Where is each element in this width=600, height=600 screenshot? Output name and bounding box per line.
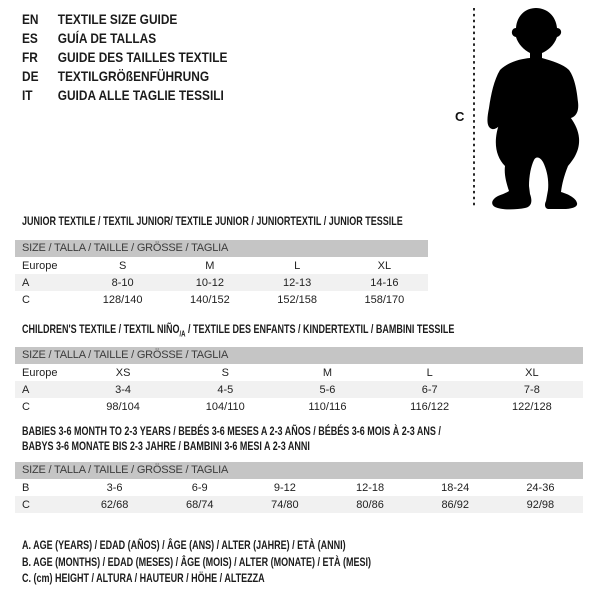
baby-silhouette bbox=[487, 8, 579, 209]
language-row bbox=[22, 10, 227, 29]
value-cell: 7-8 bbox=[523, 383, 540, 396]
table-row bbox=[15, 274, 428, 291]
value-cell: L bbox=[426, 366, 433, 379]
language-row bbox=[22, 48, 227, 67]
table-row bbox=[15, 398, 583, 415]
value-cell: M bbox=[322, 366, 333, 379]
row-label-cell: Europe bbox=[22, 259, 58, 272]
value-cell: 12-13 bbox=[283, 276, 312, 289]
value-cell: 128/140 bbox=[102, 293, 143, 306]
language-title: GUIDA ALLE TAGLIE TESSILI bbox=[57, 87, 224, 103]
language-title: TEXTILE SIZE GUIDE bbox=[57, 11, 178, 27]
value-cell: S bbox=[118, 259, 127, 272]
table-title-line bbox=[22, 439, 441, 454]
value-cell: 158/170 bbox=[364, 293, 405, 306]
language-title: GUIDE DES TAILLES TEXTILE bbox=[57, 49, 228, 65]
value-cell: 122/128 bbox=[511, 400, 552, 413]
value-cell: 24-36 bbox=[526, 481, 555, 494]
language-title-list bbox=[22, 10, 264, 105]
language-code: EN bbox=[22, 11, 39, 27]
language-code: IT bbox=[22, 87, 33, 103]
value-cell: 3-6 bbox=[106, 481, 123, 494]
value-cell: 18-24 bbox=[441, 481, 470, 494]
value-cell: 9-12 bbox=[273, 481, 296, 494]
value-cell: S bbox=[221, 366, 229, 379]
title-text: BABYS 3-6 MONATE BIS 2-3 JAHRE / BAMBINI 3-6 MESI A 2-3 ANNI bbox=[22, 439, 310, 453]
value-cell: 104/110 bbox=[205, 400, 245, 413]
value-cell: 98/104 bbox=[106, 400, 140, 413]
value-cell: 4-5 bbox=[217, 383, 234, 396]
language-row bbox=[22, 67, 227, 86]
value-cell: 116/122 bbox=[410, 400, 450, 413]
size-header-bar: SIZE / TALLA / TAILLE / GRÖSSE / TAGLIA bbox=[15, 347, 583, 364]
value-cell: 12-18 bbox=[355, 481, 385, 494]
language-code: DE bbox=[22, 68, 39, 84]
row-label-cell: A bbox=[22, 383, 30, 396]
value-cell: XS bbox=[115, 366, 131, 379]
footnote-legend bbox=[22, 537, 487, 587]
row-label-cell: C bbox=[22, 498, 30, 511]
language-code: ES bbox=[22, 30, 38, 46]
language-code: FR bbox=[22, 49, 38, 65]
row-label-cell: B bbox=[22, 481, 30, 494]
table-title-line bbox=[22, 322, 454, 341]
value-cell: L bbox=[294, 259, 301, 272]
language-title: TEXTILGRÖßENFÜHRUNG bbox=[57, 68, 210, 84]
row-label-cell: Europe bbox=[22, 366, 58, 379]
babies-size-table bbox=[15, 479, 583, 513]
table-row bbox=[15, 291, 428, 308]
value-cell: XL bbox=[377, 259, 392, 272]
title-text: / TEXTILE DES ENFANTS / KINDERTEXTIL / BAMBINI TESSILE bbox=[185, 322, 455, 336]
table-title-line bbox=[22, 214, 403, 229]
table-row bbox=[15, 364, 583, 381]
height-label: C bbox=[455, 109, 465, 124]
junior-size-table bbox=[15, 257, 428, 308]
value-cell: 8-10 bbox=[111, 276, 134, 289]
footnote-c: C. (cm) HEIGHT / ALTURA / HAUTEUR / HÖHE / ALTEZZA bbox=[22, 571, 265, 585]
row-label-cell: C bbox=[22, 400, 30, 413]
title-text: BABIES 3-6 MONTH TO 2-3 YEARS / BEBÉS 3-6 MESES A 2-3 AÑOS / BÉBÉS 3-6 MOIS À 2-3 ANS / bbox=[22, 424, 441, 438]
size-header-bar: SIZE / TALLA / TAILLE / GRÖSSE / TAGLIA bbox=[15, 462, 583, 479]
value-cell: 3-4 bbox=[115, 383, 132, 396]
value-cell: 92/98 bbox=[526, 498, 555, 511]
value-cell: 74/80 bbox=[271, 498, 299, 511]
value-cell: 80/86 bbox=[356, 498, 384, 511]
language-title: GUÍA DE TALLAS bbox=[57, 30, 157, 46]
value-cell: XL bbox=[525, 366, 539, 379]
value-cell: 62/68 bbox=[100, 498, 129, 511]
size-header-bar: SIZE / TALLA / TAILLE / GRÖSSE / TAGLIA bbox=[15, 240, 428, 257]
table-row bbox=[15, 381, 583, 398]
value-cell: 5-6 bbox=[319, 383, 336, 396]
table-row bbox=[15, 257, 428, 274]
value-cell: 86/92 bbox=[441, 498, 469, 511]
children-size-table bbox=[15, 364, 583, 415]
children-table-title bbox=[22, 322, 454, 341]
table-row bbox=[15, 496, 583, 513]
value-cell: 140/152 bbox=[189, 293, 230, 306]
table-row bbox=[15, 479, 583, 496]
footnote-b: B. AGE (MONTHS) / EDAD (MESES) / ÂGE (MOIS) / ALTER (MONATE) / ETÀ (MESI) bbox=[22, 554, 371, 569]
value-cell: 152/158 bbox=[277, 293, 317, 306]
babies-table-title bbox=[22, 424, 441, 454]
row-label-cell: C bbox=[22, 293, 30, 306]
language-row bbox=[22, 29, 227, 48]
language-row bbox=[22, 86, 227, 105]
row-label-cell: A bbox=[22, 276, 30, 289]
footnote-a: A. AGE (YEARS) / EDAD (AÑOS) / ÂGE (ANS) / ALTER (JAHRE) / ETÀ (ANNI) bbox=[22, 538, 346, 552]
value-cell: 14-16 bbox=[370, 276, 399, 289]
value-cell: M bbox=[205, 259, 215, 272]
title-subscript: /A bbox=[179, 329, 186, 339]
table-title-line bbox=[22, 424, 441, 439]
baby-height-figure bbox=[450, 4, 600, 214]
title-text: JUNIOR TEXTILE / TEXTIL JUNIOR/ TEXTILE JUNIOR / JUNIORTEXTIL / JUNIOR TESSILE bbox=[22, 214, 403, 228]
title-text: CHILDREN'S TEXTILE / TEXTIL NIÑO bbox=[22, 322, 180, 336]
junior-table-title bbox=[22, 214, 403, 229]
value-cell: 6-9 bbox=[191, 481, 208, 494]
value-cell: 110/116 bbox=[308, 400, 347, 413]
value-cell: 6-7 bbox=[421, 383, 438, 396]
value-cell: 10-12 bbox=[195, 276, 224, 289]
value-cell: 68/74 bbox=[185, 498, 214, 511]
